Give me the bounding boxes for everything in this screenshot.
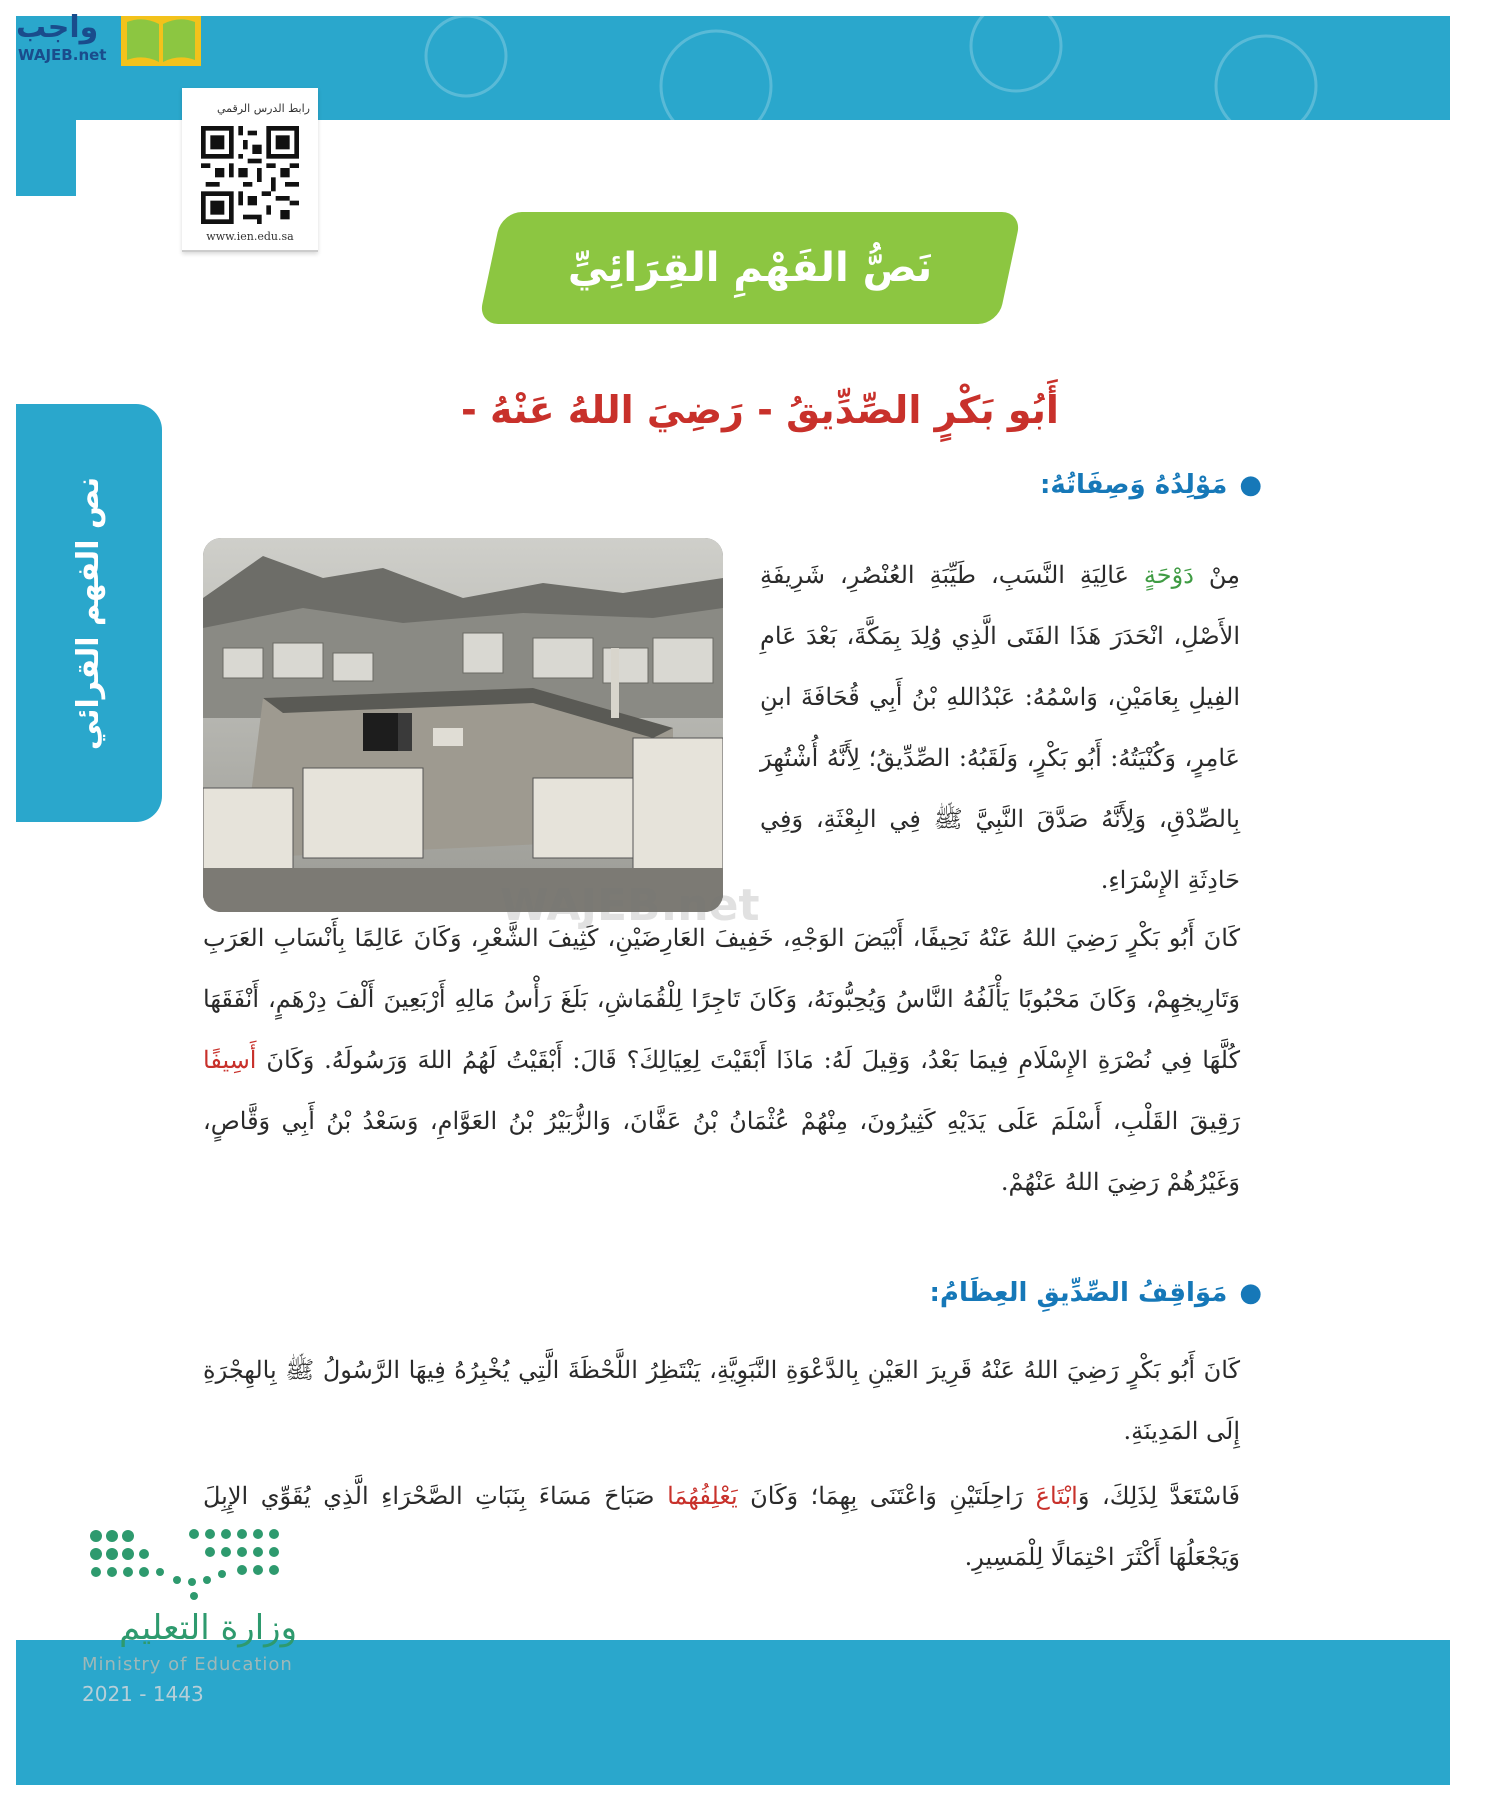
kaaba-historic-photo (203, 538, 723, 912)
side-tab-label: نص الفهم القرائي (71, 476, 107, 750)
qr-card[interactable] (182, 88, 318, 252)
p1-text-a: مِنْ (1193, 561, 1240, 589)
section-heading-positions (930, 1278, 1263, 1308)
p1-highlight-word[interactable]: دَوْحَةٍ (1143, 561, 1194, 589)
wajeb-logo (16, 10, 191, 70)
qr-url[interactable]: www.ien.edu.sa (206, 230, 294, 243)
paragraph-birth (760, 545, 1240, 911)
logo-arabic: واجب (16, 10, 99, 45)
qr-label: رابط الدرس الرقمي (216, 102, 310, 115)
paragraph-traits (203, 908, 1240, 1213)
ministry-dots-icon (82, 1522, 292, 1602)
qr-code-icon[interactable] (201, 126, 299, 224)
logo-english: WAJEB.net (18, 46, 107, 64)
paragraph-hijra: كَانَ أَبُو بَكْرٍ رَضِيَ اللهُ عَنْهُ قَرِيرَ العَيْنِ بِالدَّعْوَةِ النَّبَوِيَّةِ، يَنْتَظِرُ اللَّحْظَةَ الَّتِي يُخْبِرُهُ فِيهَا الرَّسُولُ ﷺ بِالهِجْرَةِ إِلَى المَدِينَةِ. (203, 1356, 1240, 1445)
ministry-logo (82, 1522, 342, 1682)
section-heading-birth (1040, 470, 1262, 500)
book-icon (121, 12, 201, 68)
bullet-icon: ● (1239, 1278, 1262, 1308)
wajeb-watermark: WAJEB.net (500, 880, 760, 931)
p4-text-c: صَبَاحَ مَسَاءَ بِنَبَاتِ الصَّحْرَاءِ الَّذِي يُقَوِّي الإِبِلَ وَيَجْعَلُهَا أَكْثَرَ احْتِمَالًا لِلْمَسِيرِ. (203, 1482, 1240, 1571)
p1-text-b: عَالِيَةِ النَّسَبِ، طَيِّبَةِ العُنْصُرِ، شَرِيفَةِ الأَصْلِ، انْحَدَرَ هَذَا الفَتَى الَّذِي وُلِدَ بِمَكَّةَ، بَعْدَ عَامِ الفِيلِ بِعَامَيْنِ، وَاسْمُهُ: عَبْدُاللهِ بْنُ أَبِي قُحَافَةَ ابنِ عَامِرٍ، وَكُنْيَتُهُ: أَبُو بَكْرٍ، وَلَقَبُهُ: الصِّدِّيقُ؛ لِأَنَّهُ أُشْتُهِرَ بِالصِّدْقِ، وَلِأَنَّهُ صَدَّقَ النَّبِيَّ ﷺ فِي البِعْثَةِ، وَفِي حَادِثَةِ الإِسْرَاءِ. (760, 561, 1240, 894)
p4-highlight-word-2[interactable]: يَعْلِفُهُمَا (667, 1482, 738, 1510)
p4-highlight-word-1[interactable]: ابْتَاعَ (1035, 1482, 1078, 1510)
section-heading-text: مَوْلِدُهُ وَصِفَاتُهُ: (1040, 470, 1228, 500)
side-tab-label-wrap (16, 404, 162, 822)
section-heading-text: مَوَاقِفُ الصِّدِّيقِ العِظَامُ: (929, 1278, 1228, 1308)
banner-title: نَصُّ الفَهْمِ القِرَائِيِّ (567, 245, 933, 291)
ministry-name-arabic: وزارة التعليم (119, 1608, 297, 1648)
p2-highlight-word[interactable]: أَسِيفًا (203, 1046, 257, 1074)
bullet-icon: ● (1239, 470, 1262, 500)
p2-text-b: رَقِيقَ القَلْبِ، أَسْلَمَ عَلَى يَدَيْهِ كَثِيرُونَ، مِنْهُمْ عُثْمَانُ بْنُ عَفَّانَ، وَالزُّبَيْرُ بْنُ العَوَّامِ، وَسَعْدُ بْنُ أَبِي وَقَّاصٍ، وَغَيْرُهُمْ رَضِيَ اللهُ عَنْهُمْ. (203, 1107, 1240, 1196)
paragraph-preparation (203, 1466, 1240, 1588)
p4-text-a: فَاسْتَعَدَّ لِذَلِكَ، وَ (1077, 1482, 1240, 1510)
p4-text-b: رَاحِلَتَيْنِ وَاعْتَنَى بِهِمَا؛ وَكَانَ (737, 1482, 1036, 1510)
lesson-title: أَبُو بَكْرٍ الصِّدِّيقُ - رَضِيَ اللهُ عَنْهُ - (461, 388, 1059, 432)
p2-text-a: كَانَ أَبُو بَكْرٍ رَضِيَ اللهُ عَنْهُ نَحِيفًا، أَبْيَضَ الوَجْهِ، خَفِيفَ العَارِضَيْنِ، كَثِيفَ الشَّعْرِ، وَكَانَ عَالِمًا بِأَنْسَابِ العَرَبِ وَتَارِيخِهِمْ، وَكَانَ مَحْبُوبًا يَأْلَفُهُ النَّاسُ وَيُحِبُّونَهُ، وَكَانَ تَاجِرًا لِلْقُمَاشِ، بَلَغَ رَأْسُ مَالِهِ أَرْبَعِينَ أَلْفَ دِرْهَمٍ، أَنْفَقَهَا كُلَّهَا فِي نُصْرَةِ الإِسْلَامِ فِيمَا بَعْدُ، وَقِيلَ لَهُ: مَاذَا أَبْقَيْتَ لِعِيَالِكَ؟ قَالَ: أَبْقَيْتُ لَهُمُ اللهَ وَرَسُولَهُ. وَكَانَ (203, 924, 1240, 1074)
edition-year: 2021 - 1443 (82, 1682, 204, 1706)
ministry-name-english: Ministry of Education (82, 1654, 293, 1675)
